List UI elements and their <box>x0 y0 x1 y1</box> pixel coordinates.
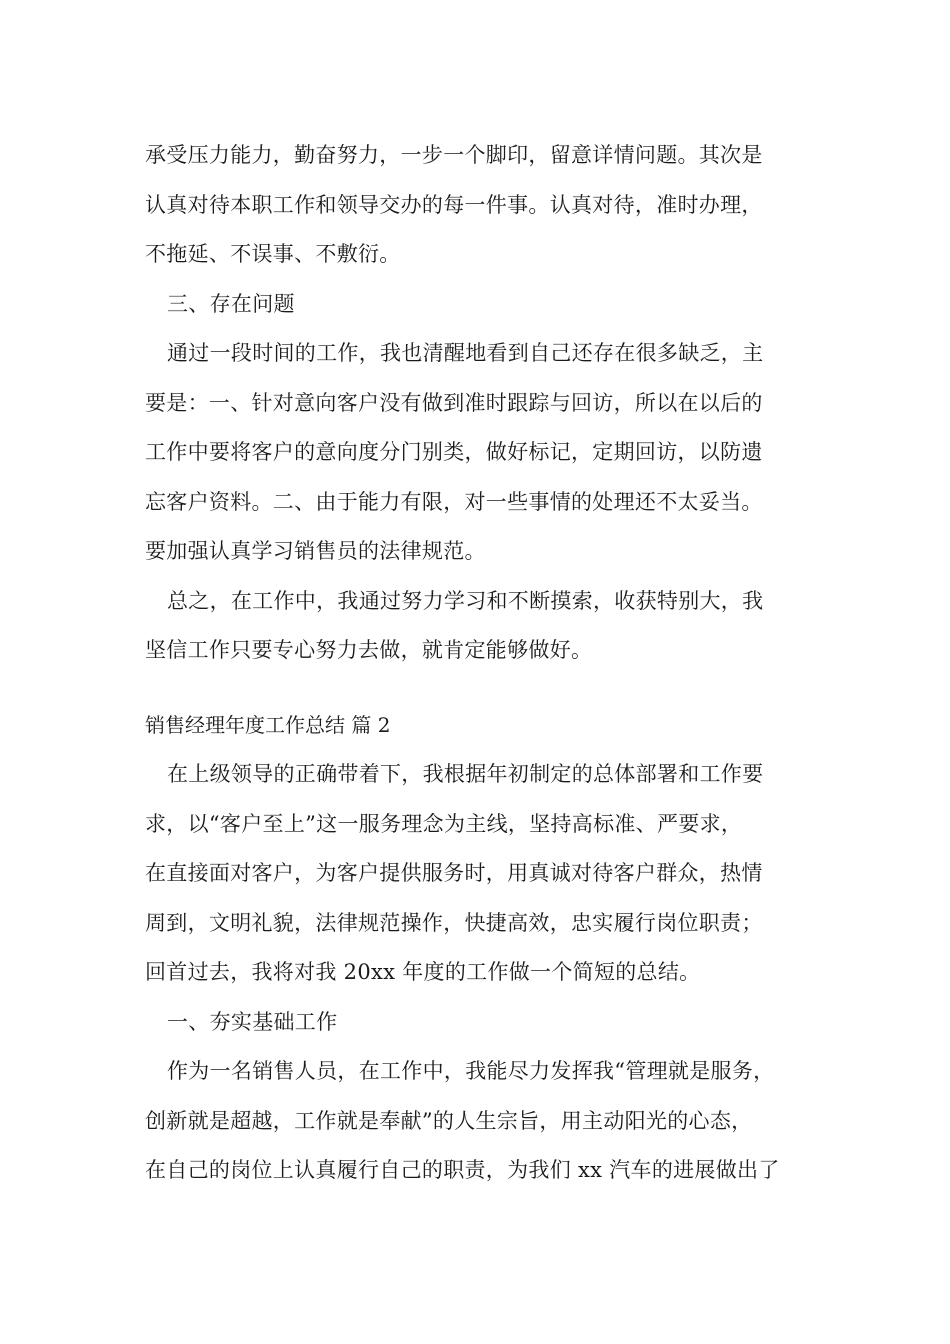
paragraph-role <box>145 1047 815 1196</box>
text-line: 在直接面对客户，为客户提供服务时，用真诚对待客户群众，热情 <box>145 861 763 885</box>
text-line: 承受压力能力，勤奋努力，一步一个脚印，留意详情问题。其次是 <box>145 143 763 167</box>
document-body <box>145 131 815 1196</box>
section-heading-foundation: 一、夯实基础工作 <box>167 1009 338 1034</box>
text-line: 总之，在工作中，我通过努力学习和不断摸索，收获特别大，我 <box>167 588 764 613</box>
text-line: 在上级领导的正确带着下，我根据年初制定的总体部署和工作要 <box>167 762 764 786</box>
text-line: 要加强认真学习销售员的法律规范。 <box>145 539 486 563</box>
text-line: 通过一段时间的工作，我也清醒地看到自己还存在很多缺乏，主 <box>167 341 764 365</box>
paragraph-continuation <box>145 131 815 280</box>
text-line: 忘客户资料。二、由于能力有限，对一些事情的处理还不太妥当。 <box>145 489 763 514</box>
text-line: 坚信工作只要专心努力去做，就肯定能够做好。 <box>145 638 593 662</box>
text-line: 工作中要将客户的意向度分门别类，做好标记，定期回访，以防遗 <box>145 440 763 464</box>
text-line: 作为一名销售人员，在工作中，我能尽力发挥我“管理就是服务， <box>167 1059 775 1083</box>
text-line: 要是：一、针对意向客户没有做到准时跟踪与回访，所以在以后的 <box>145 390 763 415</box>
text-line: 认真对待本职工作和领导交办的每一件事。认真对待，准时办理， <box>145 192 763 217</box>
section-heading-problems: 三、存在问题 <box>167 291 295 316</box>
text-line: 创新就是超越，工作就是奉献”的人生宗旨，用主动阳光的心态， <box>145 1108 753 1133</box>
article-title: 销售经理年度工作总结 篇 2 <box>145 712 391 737</box>
spacer <box>145 676 815 701</box>
text-line: 不拖延、不误事、不敷衍。 <box>145 242 401 266</box>
text-line: 回首过去，我将对我 20xx 年度的工作做一个简短的总结。 <box>145 960 701 984</box>
text-line: 周到，文明礼貌，法律规范操作，快捷高效，忠实履行岗位职责； <box>145 910 763 935</box>
text-line: 在自己的岗位上认真履行自己的职责，为我们 xx 汽车的进展做出了 <box>145 1158 780 1182</box>
paragraph-intro <box>145 750 815 998</box>
paragraph-shortcomings <box>145 329 815 577</box>
paragraph-conclusion <box>145 577 815 676</box>
text-line: 求，以“客户至上”这一服务理念为主线，坚持高标准、严要求， <box>145 811 743 836</box>
